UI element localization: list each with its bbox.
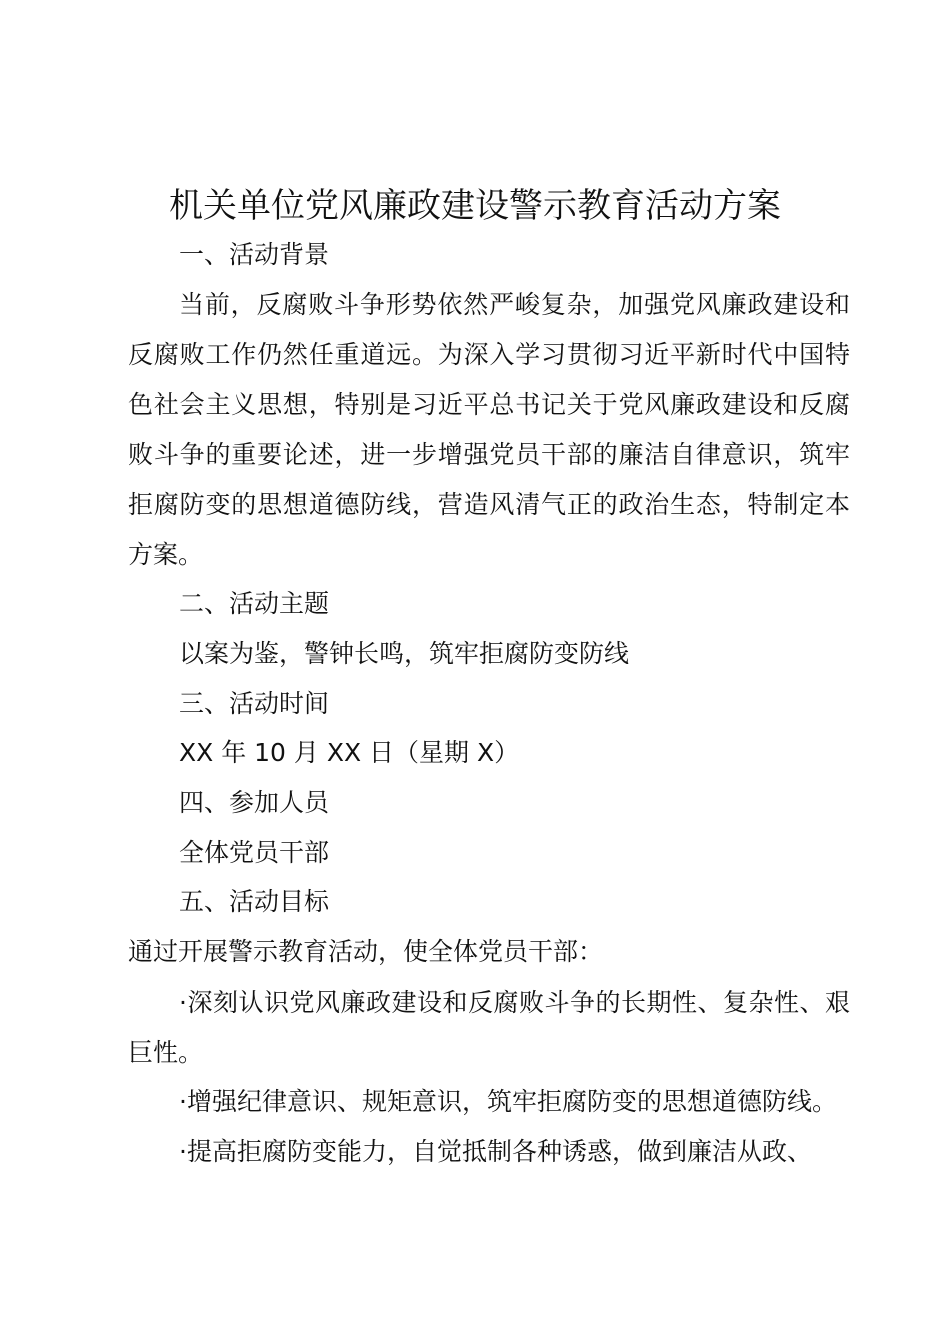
section-heading-time: 三、活动时间 bbox=[179, 689, 330, 718]
section-heading-background: 一、活动背景 bbox=[179, 240, 330, 269]
paragraph-background: 当前，反腐败斗争形势依然严峻复杂，加强党风廉政建设和反腐败工作仍然任重道远。为深入学习贯彻习近平新时代中国特色社会主义思想，特别是习近平总书记关于党风廉政建设和反腐败斗争的重要论述，进一步增强党员干部的廉洁自律意识，筑牢拒腐防变的思想道德防线，营造风清气正的政治生态，特制定本方案。 bbox=[128, 290, 850, 569]
bullet-item: ·深刻认识党风廉政建设和反腐败斗争的长期性、复杂性、艰巨性。 bbox=[128, 988, 850, 1067]
bullet-item: ·增强纪律意识、规矩意识，筑牢拒腐防变的思想道德防线。 bbox=[179, 1087, 837, 1116]
bullet-item: ·提高拒腐防变能力，自觉抵制各种诱惑，做到廉洁从政、 bbox=[179, 1137, 812, 1166]
document-title: 机关单位党风廉政建设警示教育活动方案 bbox=[169, 186, 781, 226]
paragraph-theme: 以案为鉴，警钟长鸣，筑牢拒腐防变防线 bbox=[179, 639, 630, 668]
paragraph-participants: 全体党员干部 bbox=[179, 838, 330, 867]
section-heading-participants: 四、参加人员 bbox=[179, 788, 330, 817]
paragraph-time: XX 年 10 月 XX 日（星期 X） bbox=[179, 738, 520, 767]
paragraph-goals-intro: 通过开展警示教育活动，使全体党员干部： bbox=[128, 937, 604, 966]
section-heading-theme: 二、活动主题 bbox=[179, 589, 330, 618]
section-heading-goals: 五、活动目标 bbox=[179, 887, 330, 916]
